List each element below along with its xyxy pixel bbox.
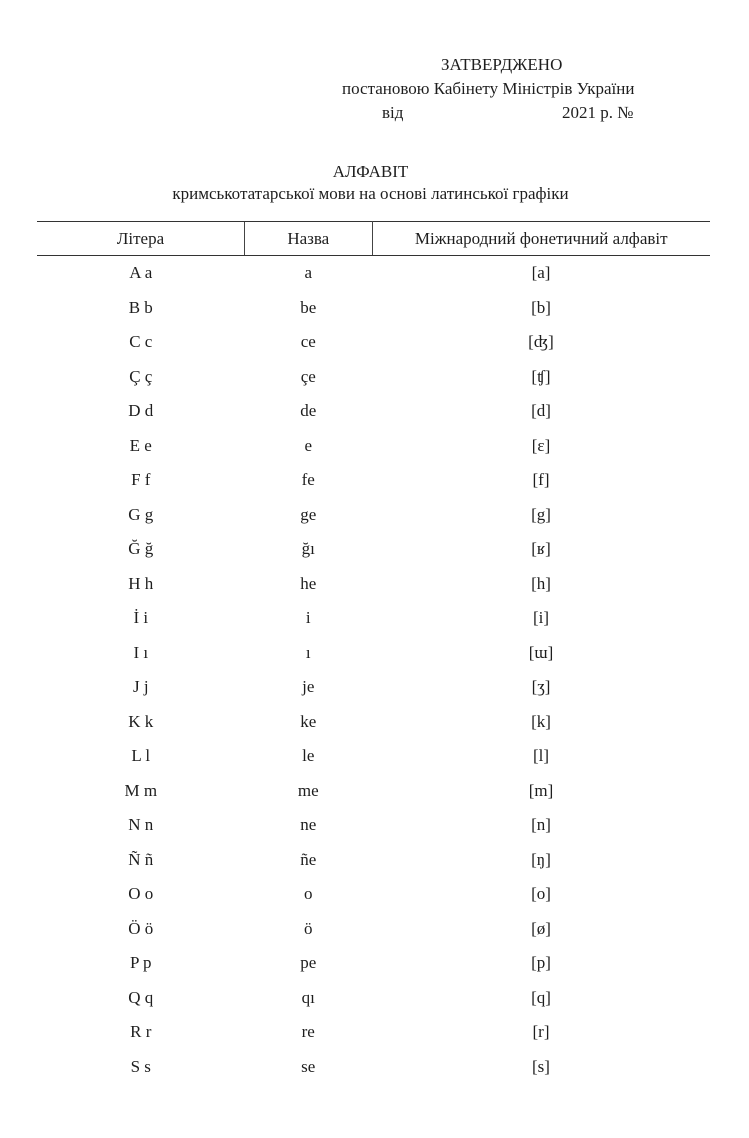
ipa-cell: [p] — [531, 953, 551, 973]
ipa-cell: [n] — [531, 815, 551, 835]
name-cell: qı — [301, 987, 315, 1007]
ipa-cell: [k] — [531, 711, 551, 731]
name-cell: he — [300, 573, 317, 593]
table-row — [37, 463, 710, 498]
name-cell: re — [301, 1022, 315, 1042]
letter-cell: I ı — [133, 642, 149, 662]
table-row — [37, 360, 710, 395]
letter-cell: E e — [129, 435, 152, 455]
ipa-cell: [q] — [531, 987, 551, 1007]
table-row — [37, 843, 710, 878]
table-row — [37, 429, 710, 464]
table-row — [37, 1015, 710, 1050]
table-body — [37, 256, 710, 1085]
approval-year: 2021 р. № — [562, 103, 634, 122]
approval-stamp — [0, 0, 749, 140]
table-row — [37, 291, 710, 326]
name-cell: ne — [300, 815, 317, 835]
ipa-cell: [b] — [531, 297, 551, 317]
ipa-cell: [l] — [532, 746, 550, 766]
name-cell: pe — [300, 953, 317, 973]
letter-cell: Ğ ğ — [128, 539, 154, 559]
letter-cell: A a — [129, 263, 153, 283]
table-row — [37, 601, 710, 636]
name-cell: e — [304, 435, 313, 455]
name-cell: me — [297, 780, 319, 800]
name-cell: ö — [304, 918, 313, 938]
table-row — [37, 912, 710, 947]
letter-cell: Ñ ñ — [128, 849, 154, 869]
table-row — [37, 256, 710, 291]
ipa-cell: [g] — [531, 504, 551, 524]
table-row — [37, 808, 710, 843]
ipa-cell: [i] — [532, 608, 550, 628]
ipa-cell: [ɛ] — [531, 435, 551, 455]
table-row — [37, 567, 710, 602]
letter-cell: N n — [128, 815, 154, 835]
letter-cell: O o — [128, 884, 154, 904]
letter-cell: Ç ç — [129, 366, 153, 386]
letter-cell: L l — [131, 746, 151, 766]
ipa-cell: [ʧ] — [531, 366, 551, 386]
name-cell: o — [304, 884, 313, 904]
name-cell: ñe — [300, 849, 317, 869]
letter-cell: İ i — [133, 608, 149, 628]
name-cell: fe — [301, 470, 315, 490]
ipa-cell: [ɯ] — [528, 642, 554, 662]
table-row — [37, 877, 710, 912]
document-title: АЛФАВІТ — [332, 162, 409, 181]
name-cell: be — [300, 297, 317, 317]
name-cell: ı — [305, 642, 311, 662]
name-cell: ke — [300, 711, 317, 731]
table-row — [37, 532, 710, 567]
approval-title: ЗАТВЕРДЖЕНО — [441, 55, 563, 74]
table-row — [37, 636, 710, 671]
ipa-cell: [m] — [528, 780, 554, 800]
approval-decree: постановою Кабінету Міністрів України — [342, 79, 635, 98]
ipa-cell: [f] — [532, 470, 550, 490]
ipa-cell: [d] — [531, 401, 551, 421]
table-row — [37, 1050, 710, 1085]
ipa-cell: [a] — [531, 263, 551, 283]
ipa-cell: [r] — [532, 1022, 550, 1042]
letter-cell: P p — [129, 953, 152, 973]
table-row — [37, 981, 710, 1016]
name-cell: a — [304, 263, 313, 283]
name-cell: se — [301, 1056, 316, 1076]
letter-cell: B b — [128, 297, 153, 317]
name-cell: ce — [300, 332, 316, 352]
table-row — [37, 394, 710, 429]
letter-cell: R r — [130, 1022, 152, 1042]
table-row — [37, 705, 710, 740]
ipa-cell: [o] — [531, 884, 551, 904]
name-cell: ğı — [301, 539, 315, 559]
header-name: Назва — [245, 222, 372, 256]
document-subtitle: кримськотатарської мови на основі латинської графіки — [172, 184, 569, 203]
ipa-cell: [h] — [531, 573, 551, 593]
name-cell: ge — [300, 504, 317, 524]
ipa-cell: [ŋ] — [531, 849, 551, 869]
table-header — [37, 222, 710, 256]
name-cell: je — [302, 677, 315, 697]
name-cell: i — [305, 608, 311, 628]
table-row — [37, 774, 710, 809]
letter-cell: G g — [128, 504, 154, 524]
ipa-cell: [s] — [532, 1056, 550, 1076]
table-row — [37, 325, 710, 360]
letter-cell: C c — [129, 332, 153, 352]
ipa-cell: [ʁ] — [531, 539, 551, 559]
header-row — [37, 222, 710, 256]
letter-cell: Ö ö — [128, 918, 154, 938]
name-cell: le — [302, 746, 315, 766]
table-row — [37, 739, 710, 774]
name-cell: çe — [300, 366, 316, 386]
table-row — [37, 498, 710, 533]
letter-cell: F f — [131, 470, 151, 490]
header-ipa: Міжнародний фонетичний алфавіт — [372, 222, 710, 256]
ipa-cell: [ʤ] — [528, 332, 554, 352]
letter-cell: S s — [130, 1056, 151, 1076]
ipa-cell: [ʒ] — [531, 677, 551, 697]
letter-cell: K k — [128, 711, 154, 731]
name-cell: de — [300, 401, 317, 421]
letter-cell: D d — [128, 401, 154, 421]
letter-cell: M m — [124, 780, 158, 800]
ipa-cell: [ø] — [531, 918, 551, 938]
table-row — [37, 670, 710, 705]
approval-from: від — [382, 103, 404, 122]
letter-cell: H h — [128, 573, 154, 593]
table-row — [37, 946, 710, 981]
header-letter: Літера — [37, 222, 245, 256]
letter-cell: Q q — [128, 987, 154, 1007]
alphabet-table — [37, 221, 710, 1084]
letter-cell: J j — [132, 677, 149, 697]
